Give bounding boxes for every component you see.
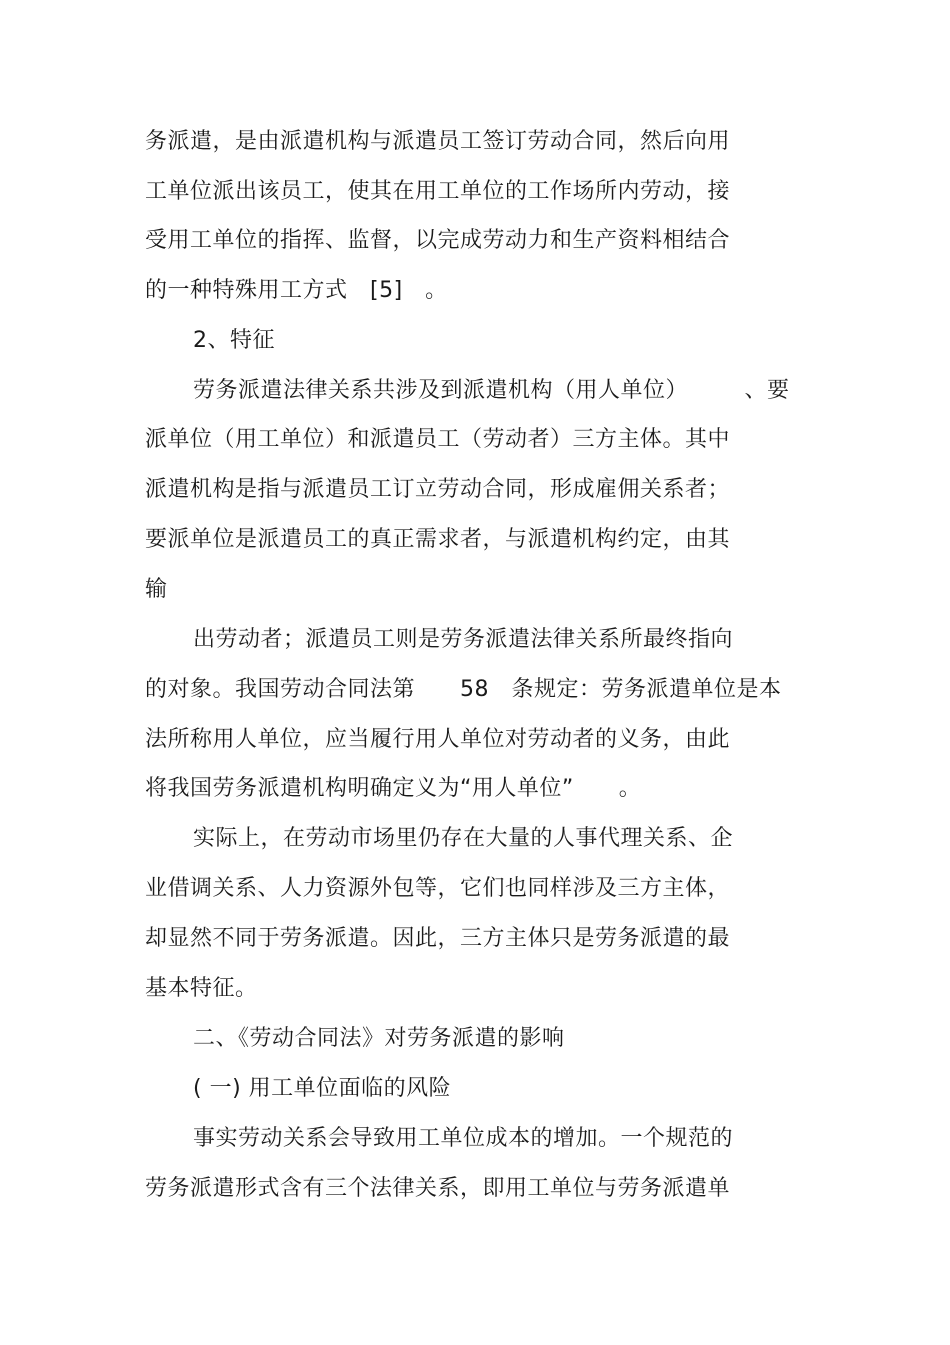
- text-line: 工单位派出该员工，使其在用工单位的工作场所内劳动，接: [145, 179, 731, 204]
- text-line: 的一种特殊用工方式 [5] 。: [145, 278, 448, 303]
- text-line: 却显然不同于劳务派遣。因此，三方主体只是劳务派遣的最: [145, 926, 731, 951]
- text-line: 法所称用人单位，应当履行用人单位对劳动者的义务，由此: [145, 727, 731, 752]
- text-line: 要派单位是派遣员工的真正需求者，与派遣机构约定，由其: [145, 527, 731, 552]
- text-line: 将我国劳务派遣机构明确定义为“用人单位” 。: [145, 776, 642, 801]
- text-line: 输: [145, 577, 168, 602]
- text-line: 劳务派遣法律关系共涉及到派遣机构（用人单位） 、要: [193, 378, 790, 403]
- text-line: 劳务派遣形式含有三个法律关系，即用工单位与劳务派遣单: [145, 1176, 731, 1201]
- text-line: 基本特征。: [145, 976, 258, 1001]
- text-line: 务派遣，是由派遣机构与派遣员工签订劳动合同，然后向用: [145, 129, 731, 154]
- text-line: 事实劳动关系会导致用工单位成本的增加。一个规范的: [193, 1126, 734, 1151]
- text-line: 派遣机构是指与派遣员工订立劳动合同，形成雇佣关系者；: [145, 477, 731, 502]
- text-line: 受用工单位的指挥、监督，以完成劳动力和生产资料相结合: [145, 228, 731, 253]
- section-heading: 2、特征: [193, 328, 275, 353]
- subsection-heading: ( 一) 用工单位面临的风险: [193, 1076, 452, 1101]
- text-line: 派单位（用工单位）和派遣员工（劳动者）三方主体。其中: [145, 427, 731, 452]
- text-line: 的对象。我国劳动合同法第 58 条规定：劳务派遣单位是本: [145, 677, 782, 702]
- text-line: 出劳动者；派遣员工则是劳务派遣法律关系所最终指向: [193, 627, 734, 652]
- text-line: 业借调关系、人力资源外包等，它们也同样涉及三方主体，: [145, 876, 731, 901]
- section-heading: 二、《劳动合同法》对劳务派遣的影响: [193, 1026, 565, 1051]
- text-line: 实际上，在劳动市场里仍存在大量的人事代理关系、企: [193, 826, 734, 851]
